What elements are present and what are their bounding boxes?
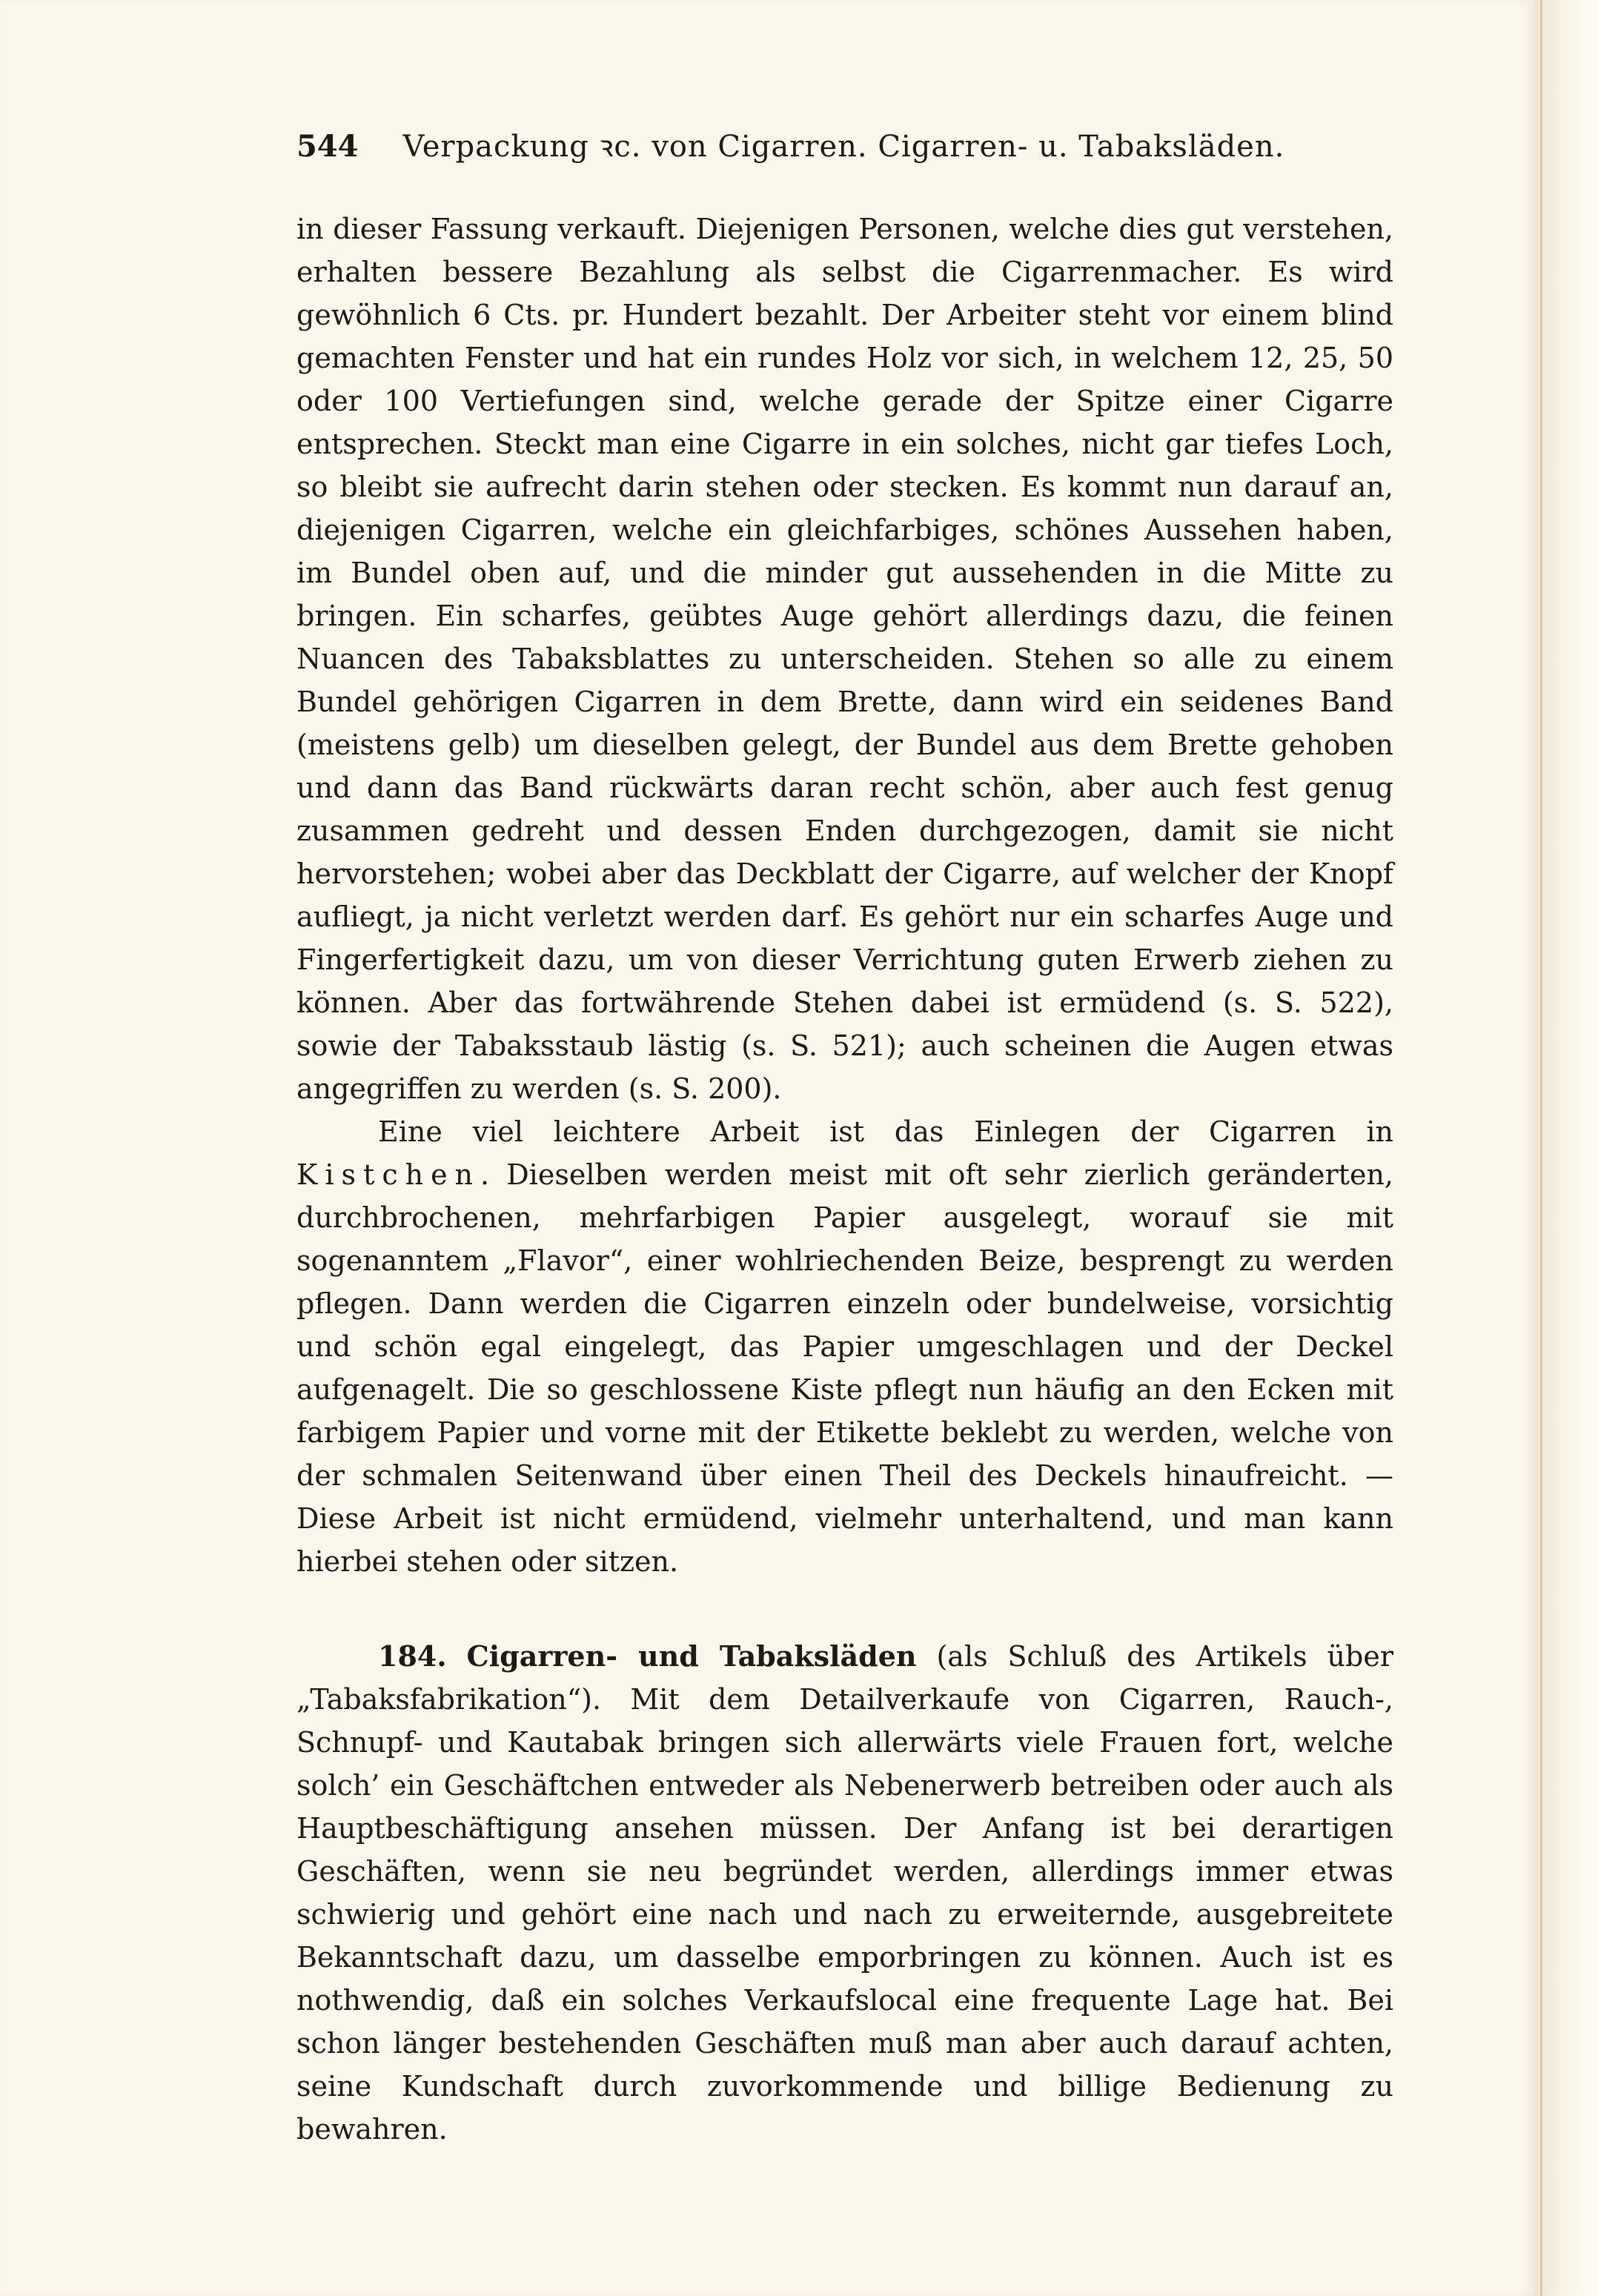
paragraph-2 [296,1110,1393,1583]
paragraph-1: in dieser Fassung verkauft. Diejenigen Personen, welche dies gut verstehen, erhalten bessere Bezahlung als selbst die Cigarrenmacher. Es wird gewöhnlich 6 Cts. pr. Hundert bezahlt. Der Arbeiter steht vor einem blind gemachten Fenster und hat ein rundes Holz vor sich, in welchem 12, 25, 50 oder 100 Vertiefungen sind, welche gerade der Spitze einer Cigarre entsprechen. Steckt man eine Cigarre in ein solches, nicht gar tiefes Loch, so bleibt sie aufrecht darin stehen oder stecken. Es kommt nun darauf an, diejenigen Cigarren, welche ein gleichfarbiges, schönes Aussehen haben, im Bundel oben auf, und die minder gut aussehenden in die Mitte zu bringen. Ein scharfes, geübtes Auge gehört allerdings dazu, die feinen Nuancen des Tabaksblattes zu unterscheiden. Stehen so alle zu einem Bundel gehörigen Cigarren in dem Brette, dann wird ein seidenes Band (meistens gelb) um dieselben gelegt, der Bundel aus dem Brette gehoben und dann das Band rückwärts daran recht schön, aber auch fest genug zusammen gedreht und dessen Enden durchgezogen, damit sie nicht hervorstehen; wobei aber das Deckblatt der Cigarre, auf welcher der Knopf aufliegt, ja nicht verletzt werden darf. Es gehört nur ein scharfes Auge und Fingerfertigkeit dazu, um von dieser Verrichtung guten Erwerb ziehen zu können. Aber das fortwährende Stehen dabei ist ermüdend (s. S. 522), sowie der Tabaksstaub lästig (s. S. 521); auch scheinen die Augen etwas angegriffen zu werden (s. S. 200). [296,213,1393,1105]
section-184 [296,1635,1393,2151]
spaced-word: Kistchen [296,1158,481,1191]
paragraph-2-start: Eine viel leichtere Arbeit ist das Einlegen der Cigarren in [378,1115,1393,1148]
paragraph-2-rest: . Dieselben werden meist mit oft sehr zierlich geränderten, durchbrochenen, mehrfarbigen Papier ausgelegt, worauf sie mit sogenanntem „Flavor“, einer wohlriechenden Beize, besprengt zu werden pflegen. Dann werden die Cigarren einzeln oder bundelweise, vorsichtig und schön egal eingelegt, das Papier umgeschlagen und der Deckel aufgenagelt. Die so geschlossene Kiste pflegt nun häufig an den Ecken mit farbigem Papier und vorne mit der Etikette beklebt zu werden, welche von der schmalen Seitenwand über einen Theil des Deckels hinaufreicht. — Diese Arbeit ist nicht ermüdend, vielmehr unterhaltend, und man kann hierbei stehen oder sitzen. [296,1158,1393,1578]
page-number: 544 [296,129,359,164]
section-text: (als Schluß des Artikels über „Tabaksfabrikation“). Mit dem Detailverkaufe von Cigarren, Rauch-, Schnupf- und Kautabak bringen sich allerwärts viele Frauen fort, welche solch’ ein Geschäftchen entweder als Nebenerwerb betreiben oder auch als Hauptbeschäftigung ansehen müssen. Der Anfang ist bei derartigen Geschäften, wenn sie neu begründet werden, allerdings immer etwas schwierig und gehört eine nach und nach zu erweiternde, ausgebreitete Bekanntschaft dazu, um dasselbe emporbringen zu können. Auch ist es nothwendig, daß ein solches Verkaufslocal eine frequente Lage hat. Bei schon länger bestehenden Geschäften muß man aber auch darauf achten, seine Kundschaft durch zuvorkommende und billige Bedienung zu bewahren. [296,1640,1394,2146]
page-header [296,125,1393,169]
page-edge [1534,0,1598,2296]
body-text [296,208,1393,2151]
section-number: 184. [378,1639,447,1673]
binding-line [1540,0,1542,2296]
running-head: Verpackung ꝛc. von Cigarren. Cigarren- u. Tabaksläden. [402,130,1285,164]
section-title: Cigarren- und Tabaksläden [466,1639,917,1673]
